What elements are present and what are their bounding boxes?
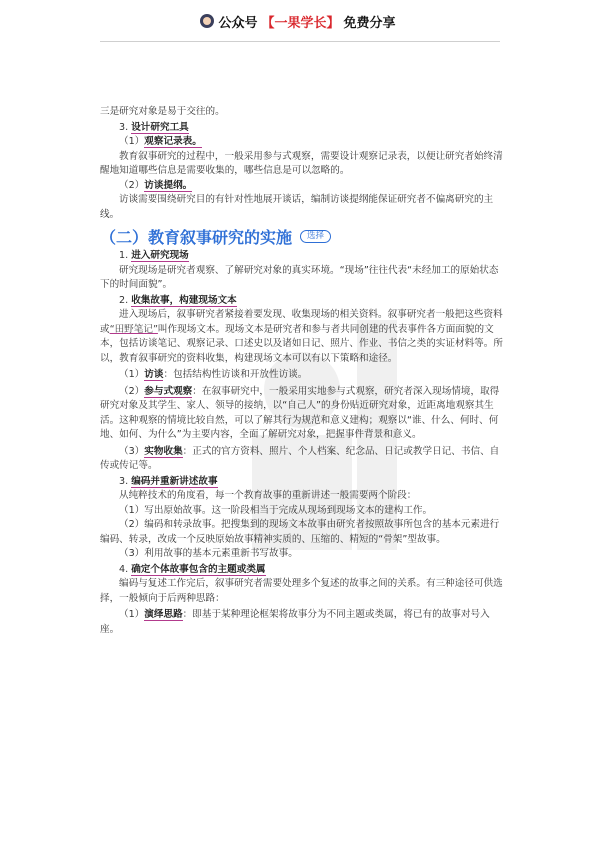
document-body [100, 105, 508, 637]
list-item: （2）参与式观察：在叙事研究中，一般采用实地参与式观察，研究者深入现场情境，取得研究对象及其学生、家人、领导的接纳，以“自己人”的身份贴近研究对象，近距离地观察其生活。这种观察的情境比较自然，可以了解其行为规范和意义建构；观察以“谁、什么、何时、何地、如何、为什么”为主要内容，全面了解研究对象，把握事件背景和意义。 [100, 385, 500, 440]
paragraph: 从纯粹技术的角度看，每一个教育故事的重新讲述一般需要两个阶段： [119, 490, 417, 501]
paragraph: （3）利用故事的基本元素重新书写故事。 [119, 548, 298, 559]
list-item: （1）访谈：包括结构性访谈和开放性访谈。 [119, 369, 308, 380]
paragraph: （1）写出原始故事。这一阶段相当于完成从现场到现场文本的建构工作。 [119, 504, 433, 516]
list-item: （1）演绎思路：即基于某种理论框架将故事分为不同主题或类属，将已有的故事对号入座。 [100, 609, 490, 635]
subheading-interview-outline: （2）访谈提纲。 [119, 179, 193, 191]
paragraph: 三是研究对象是易于交往的。 [100, 106, 225, 117]
header-divider [100, 41, 500, 42]
subheading-observation-form: （1）观察记录表。 [119, 136, 202, 147]
paragraph: 进入现场后，叙事研究者紧接着要发现、收集现场的相关资料。叙事研究者一般把这些资料或“田野笔记”叫作现场文本。现场文本是研究者和参与者共同创建的代表事件各方面面貌的文本，包括访谈笔记、观察记录、口述史以及诸如日记、照片、作业、书信之类的实证材料等。所以，教育叙事研究的资料收集，构建现场文本可以有以下策略和途径。 [100, 309, 503, 364]
avatar-icon [200, 14, 214, 28]
list-item: （3）实物收集：正式的官方资料、照片、个人档案、纪念品、日记或教学日记、书信、自传或传记等。 [100, 445, 500, 471]
heading-themes: 4. 确定个体故事包含的主题或类属 [119, 563, 266, 575]
heading-enter-field: 1. 进入研究现场 [119, 250, 189, 261]
paragraph: （2）编码和转录故事。把搜集到的现场文本故事由研究者按照故事所包含的基本元素进行编码、转录，改成一个反映原始故事精神实质的、压缩的、精短的“骨架”型故事。 [100, 519, 500, 545]
section-heading: （二）教育叙事研究的实施 选择 [100, 225, 508, 248]
paragraph: 访谈需要围绕研究目的有针对性地展开谈话，编制访谈提纲能保证研究者不偏离研究的主线。 [100, 194, 494, 220]
paragraph: 编码与复述工作完后，叙事研究者需要处理多个复述的故事之间的关系。有三种途径可供选择，一般倾向于后两种思路： [100, 578, 503, 604]
page-header [0, 10, 596, 32]
paragraph: 研究现场是研究者观察、了解研究对象的真实环境。“现场”往往代表“未经加工的原始状态下的时间面貌”。 [100, 264, 499, 290]
choice-tag-badge: 选择 [300, 230, 331, 243]
paragraph: 教育叙事研究的过程中，一般采用参与式观察，需要设计观察记录表，以便让研究者始终清醒地知道哪些信息是需要收集的，哪些信息是可以忽略的。 [100, 150, 503, 176]
heading-collect-stories: 2. 收集故事，构建现场文本 [119, 294, 237, 306]
header-brand: 【一果学长】 [261, 15, 340, 31]
heading-encode-retell: 3. 编码并重新讲述故事 [119, 475, 218, 487]
heading-design-tools: 3. 设计研究工具 [119, 121, 189, 133]
header-prefix: 公众号 [218, 15, 258, 31]
header-suffix: 免费分享 [343, 15, 396, 31]
